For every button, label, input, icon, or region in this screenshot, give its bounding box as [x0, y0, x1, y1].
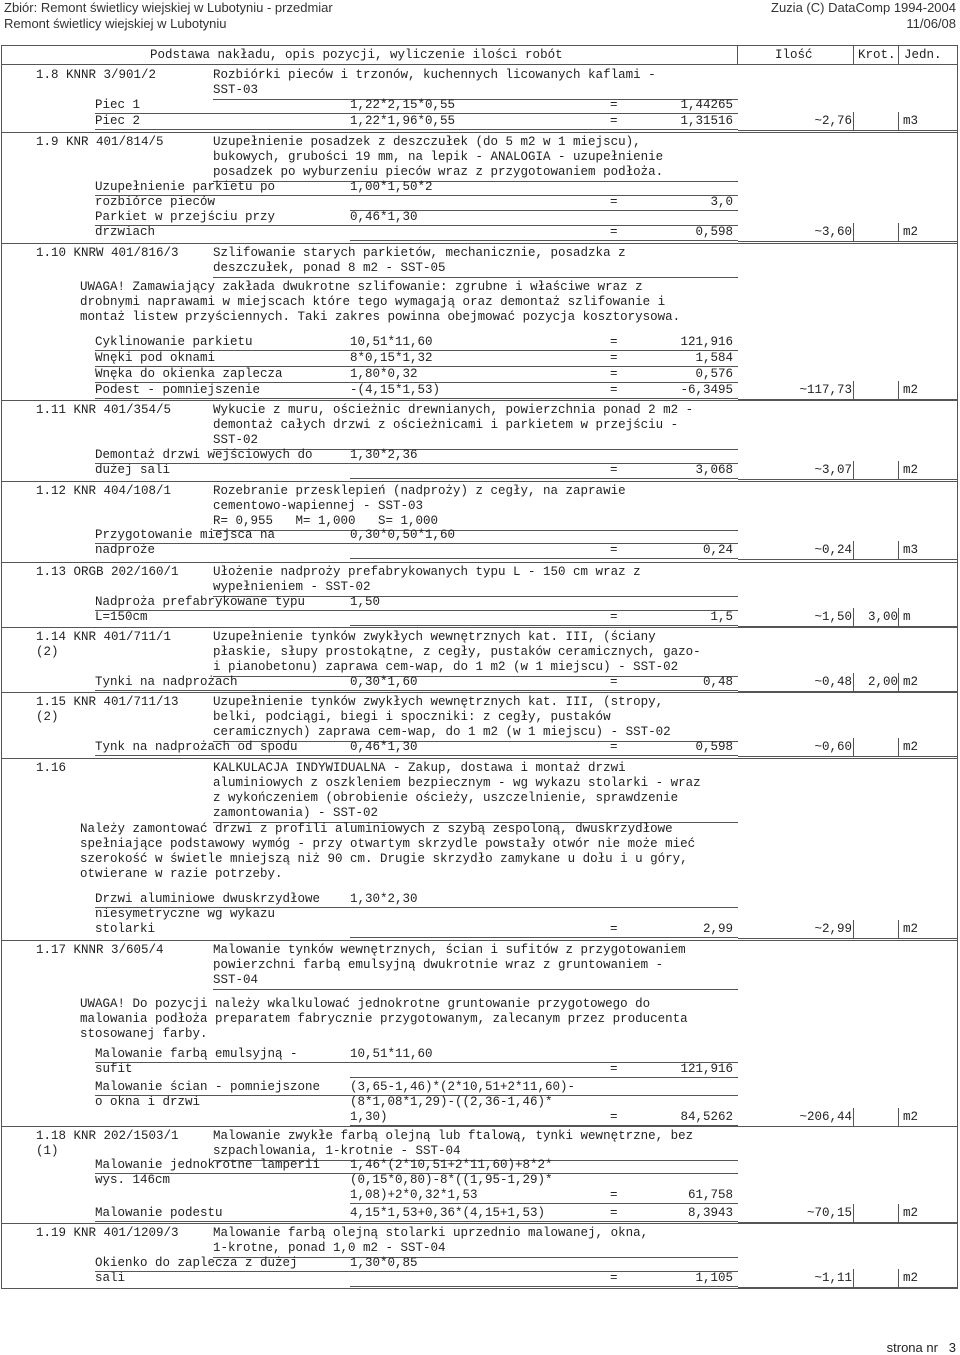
col-divider	[898, 541, 899, 559]
equals-sign: =	[610, 1206, 618, 1220]
measurement-value: 3,0	[710, 195, 733, 209]
unit: m3	[903, 114, 919, 128]
value-underline	[350, 398, 738, 399]
total-underline	[738, 241, 958, 242]
col-divider	[853, 45, 854, 65]
total-underline	[738, 1287, 958, 1288]
measurement-value: 121,916	[680, 1062, 733, 1076]
measurement-underline	[95, 1062, 738, 1063]
col-divider	[898, 461, 899, 479]
equals-sign: =	[610, 367, 618, 381]
measurement-label: Tynki na nadprożach	[95, 675, 238, 689]
position-description: Wykucie z muru, ościeżnic drewnianych, powierzchnia ponad 2 m2 - demontaż całych drzwi z ościeżnicami i parkietem w przejściu - SST-02	[213, 403, 694, 447]
equals-sign: =	[610, 114, 618, 128]
position-description: Uzupełnienie tynków zwykłych wewnętrznych kat. III, (stropy, belki, podciągi, biegi i spoczniki: z cegły, pustaków ceramicznych) zaprawa cem-wap, do 1 m2 (w 1 miejscu) - SST-02	[213, 695, 671, 739]
unit: m2	[903, 1271, 919, 1285]
measurement-label: Wnęki pod oknami	[95, 351, 216, 365]
measurement-expression: 1,30*0,85	[350, 1256, 418, 1270]
position-description: Malowanie farbą olejną stolarki uprzednio malowanej, okna, 1-krotne, ponad 1,0 m2 - SST-04	[213, 1226, 649, 1255]
value-underline	[350, 478, 738, 479]
measurement-expression: 1,00*1,50*2	[350, 180, 433, 194]
unit: m2	[903, 225, 919, 239]
total-underline	[738, 479, 958, 480]
position-description: Malowanie zwykłe farbą olejną lub ftalową, tynki wewnętrzne, bez szpachlowania, 1-krotnie - SST-04	[213, 1129, 694, 1158]
header-qty: Ilość	[775, 48, 813, 62]
position-description: KALKULACJA INDYWIDUALNA - Zakup, dostawa i montaż drzwi aluminiowych z oszkleniem bezpiecznym - wg wykazu stolarki - wraz z wykończeniem (obrobienie ościeży, uszczelnienie, sprawdzenie zamontowania) - SST-02	[213, 761, 701, 820]
total-underline	[738, 756, 958, 757]
equals-sign: =	[610, 543, 618, 557]
measurement-expression: -(4,15*1,53)	[350, 383, 441, 397]
position-description: Rozebranie przesklepień (nadproży) z cegły, na zaprawie cementowo-wapiennej - SST-03 R= 0,955 M= 1,000 S= 1,000	[213, 484, 626, 528]
position-separator	[1, 1223, 958, 1224]
measurement-underline	[95, 463, 738, 464]
col-divider	[853, 541, 854, 559]
measurement-expression: 1,50	[350, 595, 381, 609]
measurement-label: Drzwi aluminiowe dwuskrzydłowe niesymetryczne wg wykazu stolarki	[95, 892, 321, 936]
position-number: 1.12 KNR 404/108/1	[36, 484, 172, 498]
value-underline	[350, 937, 738, 938]
measurement-value: 121,916	[680, 335, 733, 349]
total-underline	[738, 130, 958, 131]
measurement-label: Podest - pomniejszenie	[95, 383, 261, 397]
position-number: 1.16	[36, 761, 67, 775]
equals-sign: =	[610, 383, 618, 397]
total-underline	[738, 559, 958, 560]
document-date: 11/06/08	[906, 16, 956, 31]
col-divider	[853, 1269, 854, 1287]
position-separator	[1, 940, 958, 941]
position-separator	[1, 132, 958, 133]
equals-sign: =	[610, 1188, 618, 1202]
measurement-expression: 8*0,15*1,32	[350, 351, 433, 365]
description-underline	[213, 989, 738, 990]
measurement-expression: 4,15*1,53+0,36*(4,15+1,53)	[350, 1206, 546, 1220]
measurement-value: 0,598	[695, 740, 733, 754]
total-quantity: ~3,07	[814, 463, 852, 477]
measurement-expression: 0,46*1,30	[350, 740, 418, 754]
note-text: Należy zamontować drzwi z profili aluminiowych z szybą zespoloną, dwuskrzydłowe spełniające podstawowy wymóg - przy otwartym skrzydle powstały otwór nie może mieć szerokość w świetle mniejszą niż 90 cm. Drugie skrzydło zamykane u dołu i u góry, otwierane w razie potrzeby.	[80, 822, 696, 881]
measurement-expression: 1,30*2,30	[350, 892, 418, 906]
measurement-value: 0,24	[702, 543, 733, 557]
equals-sign: =	[610, 225, 618, 239]
total-quantity: ~0,24	[814, 543, 852, 557]
value-underline	[350, 558, 738, 559]
equals-sign: =	[610, 195, 618, 209]
position-separator	[1, 627, 958, 628]
measurement-expression: 0,46*1,30	[350, 210, 418, 224]
measurement-label: Przygotowanie miejsca na nadproże	[95, 528, 276, 557]
col-divider	[853, 381, 854, 399]
value-underline	[350, 240, 738, 241]
equals-sign: =	[610, 1110, 618, 1124]
col-divider	[737, 45, 738, 65]
position-separator	[1, 562, 958, 563]
position-number: 1.13 ORGB 202/160/1	[36, 565, 179, 579]
measurement-expression: 1,80*0,32	[350, 367, 418, 381]
equals-sign: =	[610, 675, 618, 689]
position-number: 1.14 KNR 401/711/1 (2)	[36, 630, 172, 659]
value-underline	[350, 1077, 738, 1078]
col-divider	[898, 381, 899, 399]
measurement-value: 1,105	[695, 1271, 733, 1285]
equals-sign: =	[610, 335, 618, 349]
description-underline	[213, 676, 738, 677]
measurement-expression: 1,30*2,36	[350, 448, 418, 462]
multiplier: 3,00	[867, 610, 898, 624]
total-quantity: ~70,15	[806, 1206, 852, 1220]
col-divider	[853, 1204, 854, 1222]
col-divider	[898, 608, 899, 626]
equals-sign: =	[610, 922, 618, 936]
software-credit: Zuzia (C) DataComp 1994-2004	[771, 0, 956, 15]
measurement-value: -6,3495	[680, 383, 733, 397]
measurement-underline	[95, 907, 738, 908]
measurement-expression: (3,65-1,46)*(2*10,51+2*11,60)- (8*1,08*1,29)-((2,36-1,46)* 1,30)	[350, 1080, 576, 1124]
measurement-value: 1,31516	[680, 114, 733, 128]
total-quantity: ~1,50	[814, 610, 852, 624]
equals-sign: =	[610, 98, 618, 112]
measurement-value: 8,3943	[687, 1206, 733, 1220]
multiplier: 2,00	[867, 675, 898, 689]
col-divider	[898, 1108, 899, 1126]
col-divider	[898, 673, 899, 691]
position-description: Ułożenie nadproży prefabrykowanych typu L - 150 cm wraz z wypełnieniem - SST-02	[213, 565, 641, 594]
col-divider	[853, 1108, 854, 1126]
total-quantity: ~0,60	[814, 740, 852, 754]
unit: m2	[903, 1110, 919, 1124]
measurement-value: 1,584	[695, 351, 733, 365]
equals-sign: =	[610, 351, 618, 365]
position-number: 1.10 KNRW 401/816/3	[36, 246, 179, 260]
measurement-value: 84,5262	[680, 1110, 733, 1124]
measurement-expression: 1,46*(2*10,51+2*11,60)+8*2* (0,15*0,80)-8*((1,95-1,29)* 1,08)+2*0,32*1,53	[350, 1158, 553, 1202]
description-underline	[213, 181, 738, 182]
measurement-value: 0,576	[695, 367, 733, 381]
position-description: Uzupełnienie posadzek z deszczułek (do 5 m2 w 1 miejscu), bukowych, grubości 19 mm, na lepik - ANALOGIA - uzupełnienie posadzek po wyburzeniu pieców wraz z przygotowaniem podłoża.	[213, 135, 664, 179]
unit: m3	[903, 543, 919, 557]
measurement-underline	[95, 225, 738, 226]
measurement-label: Piec 1	[95, 98, 141, 112]
position-separator	[1, 1126, 958, 1127]
equals-sign: =	[610, 740, 618, 754]
measurement-label: Parkiet w przejściu przy drzwiach	[95, 210, 276, 239]
col-divider	[898, 1204, 899, 1222]
total-quantity: ~1,11	[814, 1271, 852, 1285]
unit: m2	[903, 1206, 919, 1220]
value-underline	[350, 1221, 738, 1222]
equals-sign: =	[610, 610, 618, 624]
measurement-label: Nadproża prefabrykowane typu L=150cm	[95, 595, 306, 624]
total-quantity: ~206,44	[799, 1110, 852, 1124]
col-divider	[853, 608, 854, 626]
measurement-value: 1,44265	[680, 98, 733, 112]
note-text: UWAGA! Zamawiający zakłada dwukrotne szlifowanie: zgrubne i właściwe wraz z drobnymi naprawami w miejscach które tego wymagają oraz demontaż szlifowanie i montaż listew przyściennych. Taki zakres powinna obejmować pozycja kosztorysowa.	[80, 280, 681, 324]
position-separator	[1, 243, 958, 244]
unit: m	[903, 610, 911, 624]
measurement-label: Wnęka do okienka zaplecza	[95, 367, 283, 381]
total-quantity: ~3,60	[814, 225, 852, 239]
total-quantity: ~2,99	[814, 922, 852, 936]
col-divider	[853, 920, 854, 938]
measurement-value: 0,598	[695, 225, 733, 239]
measurement-expression: 10,51*11,60	[350, 1047, 433, 1061]
project-name: Remont świetlicy wiejskiej w Lubotyniu	[4, 16, 227, 31]
position-description: Malowanie tynków wewnętrznych, ścian i sufitów z przygotowaniem powierzchni farbą emulsyjną dwukrotnie wraz z gruntowaniem - SST-04	[213, 943, 686, 987]
col-divider	[853, 223, 854, 241]
total-underline	[738, 938, 958, 939]
measurement-expression: 0,30*1,60	[350, 675, 418, 689]
position-description: Rozbiórki pieców i trzonów, kuchennych licowanych kaflami - SST-03	[213, 68, 656, 97]
measurement-underline	[95, 1173, 738, 1174]
col-divider	[853, 112, 854, 130]
measurement-label: Cyklinowanie parkietu	[95, 335, 253, 349]
unit: m2	[903, 675, 919, 689]
measurement-label: Malowanie farbą emulsyjną - sufit	[95, 1047, 298, 1076]
measurement-underline	[95, 543, 738, 544]
position-separator	[1, 481, 958, 482]
page-number: strona nr 3	[886, 1340, 956, 1355]
measurement-label: Malowanie ścian - pomniejszone o okna i drzwi	[95, 1080, 321, 1109]
measurement-value: 3,068	[695, 463, 733, 477]
measurement-label: Malowanie podestu	[95, 1206, 223, 1220]
measurement-value: 61,758	[687, 1188, 733, 1202]
position-number: 1.11 KNR 401/354/5	[36, 403, 172, 417]
col-divider	[853, 461, 854, 479]
measurement-value: 1,5	[710, 610, 733, 624]
measurement-label: Piec 2	[95, 114, 141, 128]
col-divider	[898, 223, 899, 241]
unit: m2	[903, 740, 919, 754]
header-unit: Jedn.	[904, 48, 942, 62]
note-text: UWAGA! Do pozycji należy wkalkulować jednokrotne gruntowanie przygotowego do malowania podłoża preparatem fabrycznie przygotowanym, zalecanym przez producenta stosowanej farby.	[80, 997, 688, 1041]
measurement-value: 0,48	[702, 675, 733, 689]
measurement-underline	[95, 610, 738, 611]
position-number: 1.18 KNR 202/1503/1 (1)	[36, 1129, 179, 1158]
value-underline	[350, 690, 738, 691]
col-divider	[898, 920, 899, 938]
measurement-label: Tynk na nadprożach od spodu	[95, 740, 298, 754]
equals-sign: =	[610, 463, 618, 477]
equals-sign: =	[610, 1062, 618, 1076]
position-number: 1.15 KNR 401/711/13 (2)	[36, 695, 179, 724]
measurement-expression: 1,22*2,15*0,55	[350, 98, 456, 112]
total-quantity: ~117,73	[799, 383, 852, 397]
description-underline	[213, 530, 738, 531]
measurement-underline	[95, 195, 738, 196]
description-underline	[213, 99, 738, 100]
header-divider	[1, 64, 958, 65]
value-underline	[350, 1286, 738, 1287]
value-underline	[350, 1203, 738, 1204]
measurement-label: Malowanie jednokrotne lamperii wys. 146cm	[95, 1158, 321, 1187]
position-number: 1.19 KNR 401/1209/3	[36, 1226, 179, 1240]
header-krot: Krot.	[858, 48, 896, 62]
position-number: 1.17 KNNR 3/605/4	[36, 943, 164, 957]
unit: m2	[903, 463, 919, 477]
measurement-underline	[95, 1095, 738, 1096]
value-underline	[350, 129, 738, 130]
position-separator	[1, 692, 958, 693]
col-divider	[853, 738, 854, 756]
position-description: Uzupełnienie tynków zwykłych wewnętrznych kat. III, (ściany płaskie, słupy prostokątne, z cegły, pustaków ceramicznych, gazo- i pianobetonu) zaprawa cem-wap, do 1 m2 (w 1 miejscu) - SST-02	[213, 630, 701, 674]
header-desc: Podstawa nakładu, opis pozycji, wyliczenie ilości robót	[150, 48, 563, 62]
measurement-underline	[95, 1271, 738, 1272]
measurement-expression: 1,22*1,96*0,55	[350, 114, 456, 128]
position-description: Szlifowanie starych parkietów, mechanicznie, posadzka z deszczułek, ponad 8 m2 - SST-05	[213, 246, 626, 275]
measurement-expression: 10,51*11,60	[350, 335, 433, 349]
unit: m2	[903, 922, 919, 936]
measurement-value: 2,99	[702, 922, 733, 936]
col-divider	[898, 112, 899, 130]
measurement-label: Demontaż drzwi wejściowych do dużej sali	[95, 448, 313, 477]
total-quantity: ~0,48	[814, 675, 852, 689]
measurement-label: Okienko do zaplecza z dużej sali	[95, 1256, 298, 1285]
position-number: 1.8 KNNR 3/901/2	[36, 68, 157, 82]
col-divider	[898, 45, 899, 65]
position-number: 1.9 KNR 401/814/5	[36, 135, 164, 149]
value-underline	[350, 625, 738, 626]
measurement-expression: 0,30*0,50*1,60	[350, 528, 456, 542]
col-divider	[853, 673, 854, 691]
position-separator	[1, 758, 958, 759]
total-quantity: ~2,76	[814, 114, 852, 128]
equals-sign: =	[610, 1271, 618, 1285]
measurement-label: Uzupełnienie parkietu po rozbiórce pieców	[95, 180, 276, 209]
col-divider	[898, 1269, 899, 1287]
unit: m2	[903, 383, 919, 397]
value-underline	[350, 755, 738, 756]
col-divider	[898, 738, 899, 756]
document-title: Zbiór: Remont świetlicy wiejskiej w Lubotyniu - przedmiar	[4, 0, 333, 15]
position-separator	[1, 400, 958, 401]
description-underline	[213, 277, 738, 278]
